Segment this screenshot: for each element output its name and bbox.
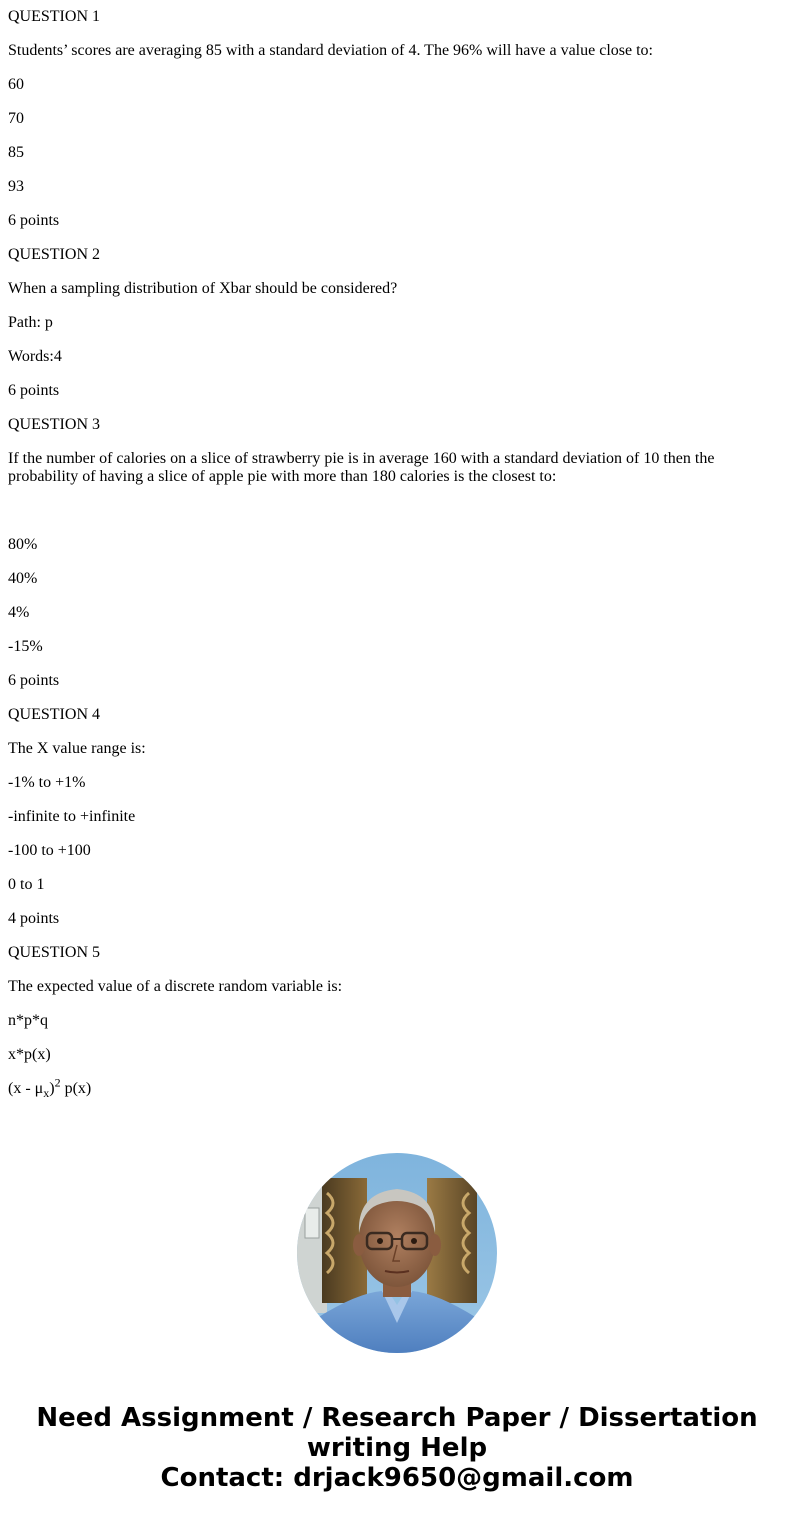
question-2-editor-path: Path: p xyxy=(8,314,53,331)
question-3-option-d: -15% xyxy=(8,638,43,655)
question-3-option-c: 4% xyxy=(8,604,30,621)
banner-contact: Contact: drjack9650@gmail.com xyxy=(160,1463,634,1493)
question-5-option-a: n*p*q xyxy=(8,1012,48,1029)
question-1-heading: QUESTION 1 xyxy=(8,8,100,25)
question-4-option-a: -1% to +1% xyxy=(8,774,86,791)
question-5-heading: QUESTION 5 xyxy=(8,944,100,961)
formula-subscript: x xyxy=(43,1086,50,1101)
question-2-prompt: When a sampling distribution of Xbar should be considered? xyxy=(8,280,398,297)
question-2-editor-words: Words:4 xyxy=(8,348,62,365)
question-5-option-c xyxy=(8,1075,786,1101)
document-body xyxy=(8,8,786,1115)
promo-banner xyxy=(0,1403,794,1493)
question-3-prompt: If the number of calories on a slice of strawberry pie is in average 160 with a standard deviation of 10 then the probability of having a slice of apple pie with more than 180 calories is the closest to: xyxy=(8,450,715,485)
question-4-heading: QUESTION 4 xyxy=(8,706,100,723)
question-4-option-c: -100 to +100 xyxy=(8,842,91,859)
question-1-option-a: 60 xyxy=(8,76,24,93)
banner-line-2: writing Help xyxy=(306,1433,488,1463)
question-3-heading: QUESTION 3 xyxy=(8,416,100,433)
question-2-heading: QUESTION 2 xyxy=(8,246,100,263)
formula-open: (x - μ xyxy=(8,1080,44,1097)
question-3-points: 6 points xyxy=(8,672,60,689)
question-4-prompt: The X value range is: xyxy=(8,740,146,757)
question-5-option-b: x*p(x) xyxy=(8,1046,51,1063)
question-5-prompt: The expected value of a discrete random variable is: xyxy=(8,978,343,995)
blank-line xyxy=(8,502,786,520)
question-4-option-d: 0 to 1 xyxy=(8,876,45,893)
formula-tail: p(x) xyxy=(60,1080,92,1097)
question-4-points: 4 points xyxy=(8,910,60,927)
question-1-option-c: 85 xyxy=(8,144,24,161)
question-3-option-a: 80% xyxy=(8,536,38,553)
question-1-prompt: Students’ scores are averaging 85 with a standard deviation of 4. The 96% will have a value close to: xyxy=(8,42,653,59)
banner-line-1: Need Assignment / Research Paper / Dissertation xyxy=(36,1403,758,1433)
avatar xyxy=(297,1153,497,1353)
question-1-option-d: 93 xyxy=(8,178,24,195)
person-photo-icon xyxy=(297,1153,497,1353)
formula-close: ) xyxy=(49,1080,55,1097)
question-4-option-b: -infinite to +infinite xyxy=(8,808,136,825)
question-1-option-b: 70 xyxy=(8,110,24,127)
formula-superscript: 2 xyxy=(54,1075,61,1090)
question-1-points: 6 points xyxy=(8,212,60,229)
question-2-points: 6 points xyxy=(8,382,60,399)
question-3-option-b: 40% xyxy=(8,570,38,587)
